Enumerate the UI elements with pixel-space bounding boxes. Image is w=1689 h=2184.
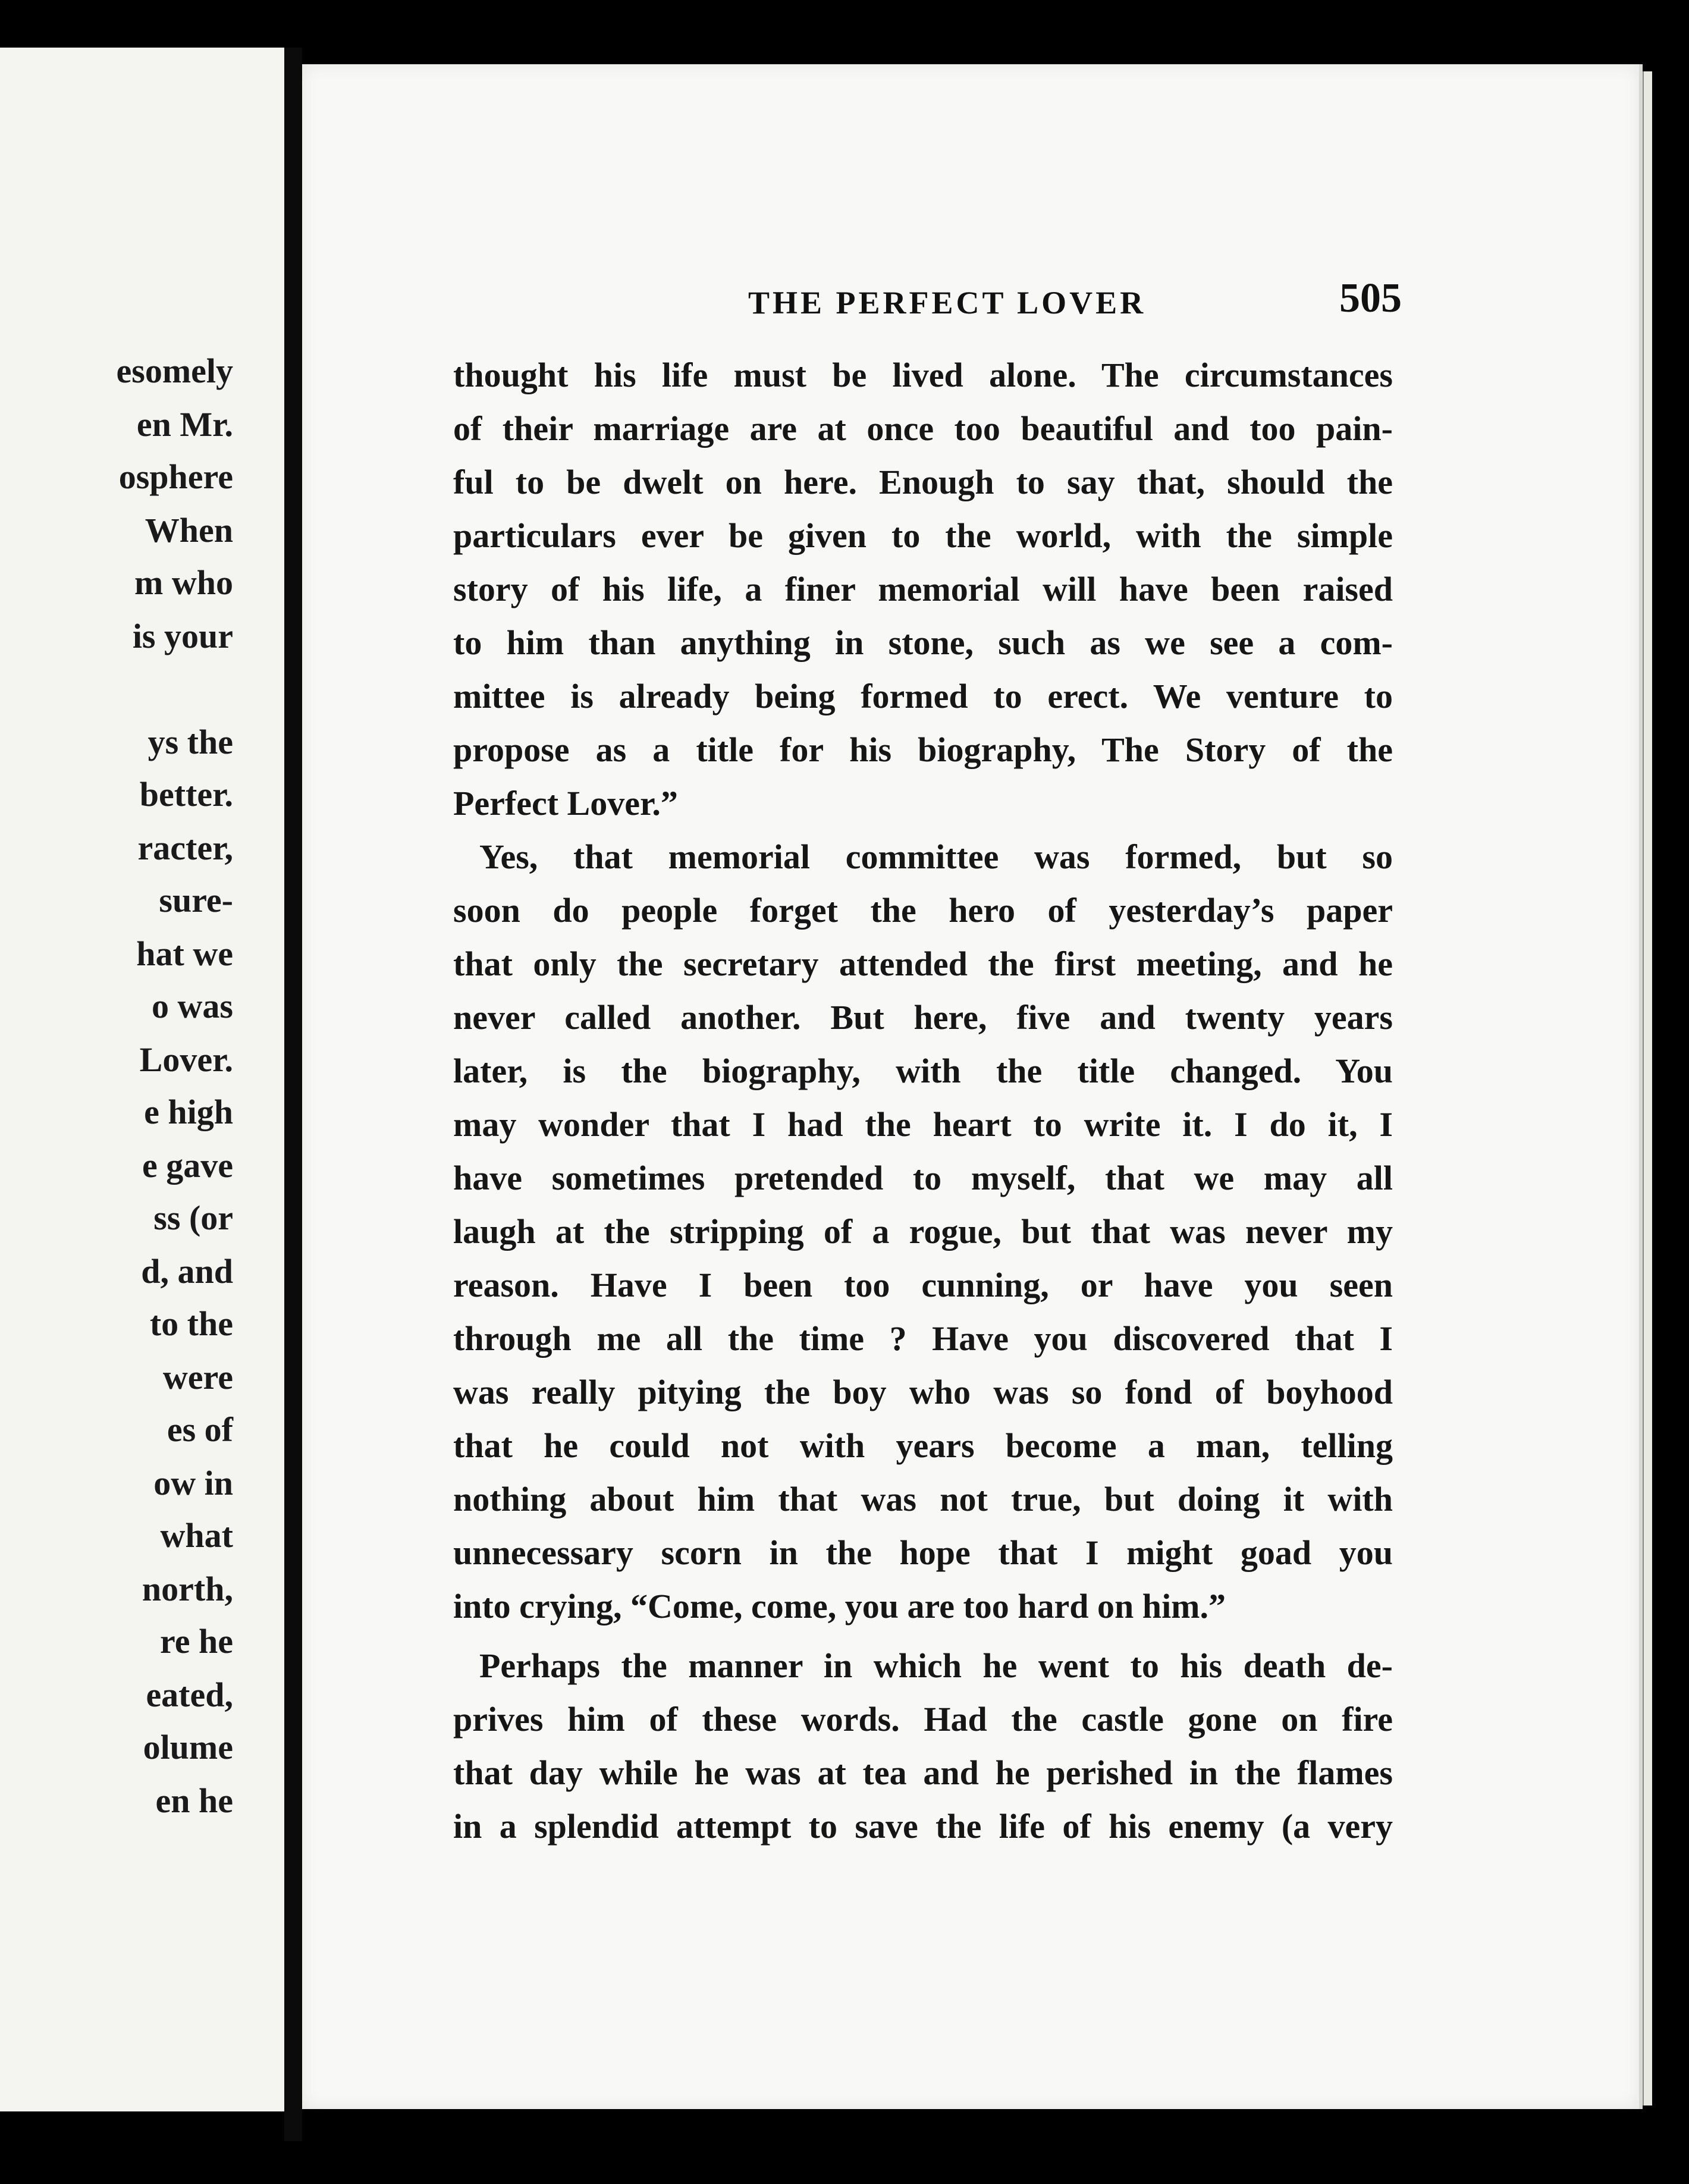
body-line-27: that day while he was at tea and he perished in the flames xyxy=(453,1753,1393,1792)
body-line-10: Yes, that memorial committee was formed, but so xyxy=(479,837,1393,876)
left-page-line-19: were xyxy=(162,1358,233,1397)
body-line-1: thought his life must be lived alone. The circumstances xyxy=(453,356,1393,394)
body-line-25: Perhaps the manner in which he went to his death de- xyxy=(479,1646,1393,1685)
left-page-line-5: m who xyxy=(134,563,233,602)
left-page-line-11: hat we xyxy=(136,934,233,973)
left-page-line-7: ys the xyxy=(147,723,233,761)
body-line-2: of their marriage are at once too beautiful and too pain- xyxy=(453,409,1393,448)
left-page-line-15: e gave xyxy=(142,1146,233,1185)
body-line-24: into crying, “Come, come, you are too hard on him.” xyxy=(453,1587,1226,1626)
page-edge xyxy=(1643,71,1652,2105)
left-page-line-2: en Mr. xyxy=(136,405,233,444)
left-page-line-4: When xyxy=(145,511,233,550)
left-page-line-14: e high xyxy=(144,1093,233,1131)
left-page-line-10: sure- xyxy=(159,881,233,920)
left-page-line-6: is your xyxy=(132,617,233,655)
left-page-line-20: es of xyxy=(167,1410,233,1449)
body-line-15: may wonder that I had the heart to write it. I do it, I xyxy=(453,1105,1393,1144)
body-line-6: to him than anything in stone, such as we see a com- xyxy=(453,623,1393,662)
running-head: THE PERFECT LOVER xyxy=(748,285,1147,321)
body-line-11: soon do people forget the hero of yesterday’s paper xyxy=(453,891,1393,930)
body-line-23: unnecessary scorn in the hope that I might goad you xyxy=(453,1533,1393,1572)
left-page-line-17: d, and xyxy=(141,1252,233,1291)
left-page-line-1: esomely xyxy=(116,352,233,390)
body-line-14: later, is the biography, with the title changed. You xyxy=(453,1052,1393,1090)
left-page-line-13: Lover. xyxy=(139,1040,233,1079)
body-line-20: was really pitying the boy who was so fond of boyhood xyxy=(453,1373,1393,1411)
body-line-17: laugh at the stripping of a rogue, but that was never my xyxy=(453,1212,1393,1251)
left-page-line-18: to the xyxy=(149,1304,233,1343)
facing-page-left xyxy=(0,48,284,2111)
left-page-line-22: what xyxy=(160,1516,233,1555)
body-line-12: that only the secretary attended the first meeting, and he xyxy=(453,944,1393,983)
left-page-line-16: ss (or xyxy=(153,1198,233,1237)
body-line-13: never called another. But here, five and twenty years xyxy=(453,998,1393,1037)
body-line-5: story of his life, a finer memorial will have been raised xyxy=(453,570,1393,608)
left-page-line-9: racter, xyxy=(137,829,233,867)
body-line-8: propose as a title for his biography, The Story of the xyxy=(453,730,1393,769)
left-page-line-26: olume xyxy=(143,1728,233,1766)
left-page-line-3: osphere xyxy=(118,457,233,496)
left-page-line-23: north, xyxy=(142,1570,233,1608)
left-page-line-24: re he xyxy=(160,1622,233,1661)
body-line-16: have sometimes pretended to myself, that we may all xyxy=(453,1159,1393,1197)
left-page-line-21: ow in xyxy=(153,1464,233,1502)
body-line-7: mittee is already being formed to erect. We venture to xyxy=(453,677,1393,716)
left-page-line-27: en he xyxy=(155,1781,233,1820)
body-line-4: particulars ever be given to the world, with the simple xyxy=(453,516,1393,555)
body-line-18: reason. Have I been too cunning, or have you seen xyxy=(453,1266,1393,1304)
body-line-28: in a splendid attempt to save the life of his enemy (a very xyxy=(453,1807,1393,1846)
left-page-line-8: better. xyxy=(139,775,233,814)
body-line-22: nothing about him that was not true, but doing it with xyxy=(453,1480,1393,1518)
left-page-line-25: eated, xyxy=(146,1675,233,1714)
body-line-19: through me all the time ? Have you discovered that I xyxy=(453,1319,1393,1358)
body-line-21: that he could not with years become a man, telling xyxy=(453,1426,1393,1465)
book-gutter xyxy=(284,48,302,2141)
left-page-line-12: o was xyxy=(152,987,233,1025)
body-line-26: prives him of these words. Had the castle gone on fire xyxy=(453,1700,1393,1739)
page-number: 505 xyxy=(1339,275,1402,321)
body-line-9: Perfect Lover.” xyxy=(453,784,678,823)
body-line-3: ful to be dwelt on here. Enough to say that, should the xyxy=(453,463,1393,501)
